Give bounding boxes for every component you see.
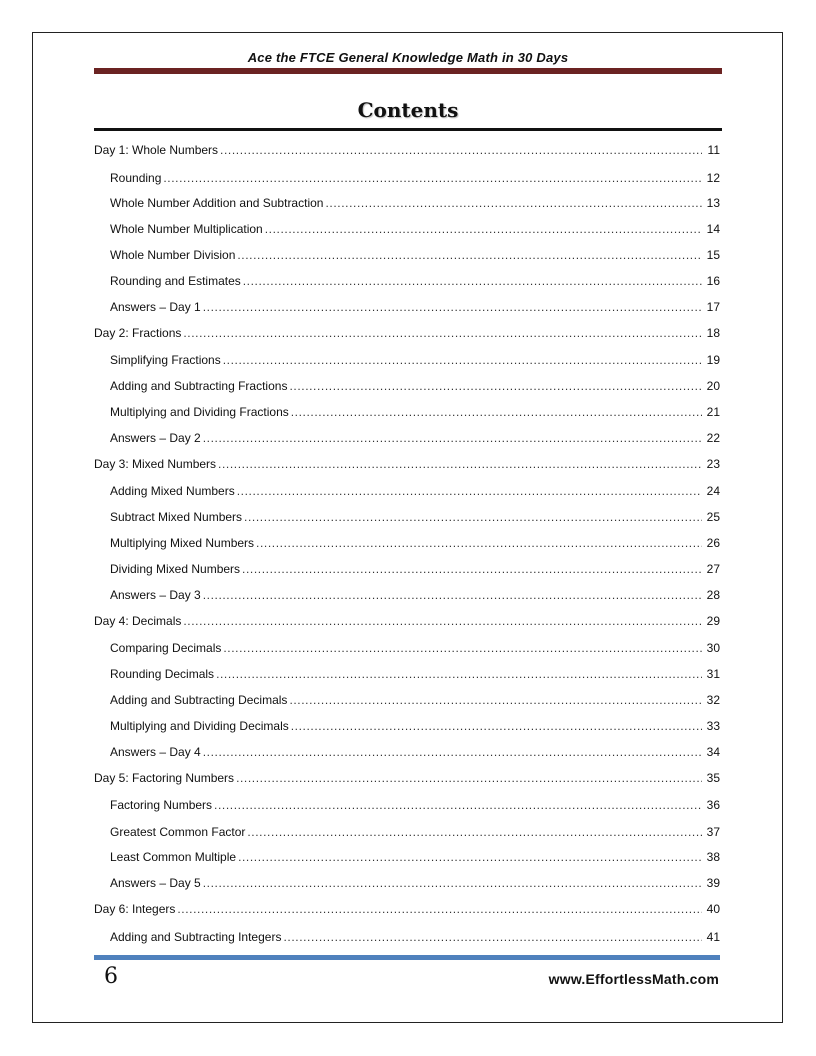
contents-rule: [94, 128, 722, 131]
toc-dot-leader: [243, 273, 702, 289]
toc-entry-label: Multiplying Mixed Numbers: [110, 536, 255, 550]
toc-dot-leader: [203, 587, 702, 603]
toc-dot-leader: [203, 875, 702, 891]
toc-dot-leader: [236, 770, 702, 786]
toc-dot-leader: [242, 561, 702, 577]
toc-chapter-entry[interactable]: [94, 325, 720, 341]
toc-subentry[interactable]: [94, 247, 720, 263]
toc-subentry[interactable]: [94, 221, 720, 237]
toc-dot-leader: [216, 666, 702, 682]
toc-entry-page: 29: [706, 614, 720, 628]
toc-entry-page: 22: [706, 431, 720, 445]
toc-subentry[interactable]: [94, 875, 720, 891]
toc-subentry[interactable]: [94, 535, 720, 551]
toc-entry-label: Greatest Common Factor: [110, 825, 246, 839]
toc-entry-label: Day 2: Fractions: [94, 326, 182, 340]
toc-entry-label: Simplifying Fractions: [110, 353, 221, 367]
toc-entry-label: Adding and Subtracting Decimals: [110, 693, 288, 707]
toc-subentry[interactable]: [94, 692, 720, 708]
page-number: 6: [104, 964, 118, 989]
toc-entry-page: 23: [706, 457, 720, 471]
toc-dot-leader: [291, 718, 702, 734]
toc-entry-page: 41: [706, 930, 720, 944]
toc-entry-label: Multiplying and Dividing Decimals: [110, 719, 289, 733]
toc-entry-page: 17: [706, 300, 720, 314]
toc-entry-label: Comparing Decimals: [110, 641, 222, 655]
toc-dot-leader: [237, 483, 702, 499]
toc-entry-page: 28: [706, 588, 720, 602]
toc-entry-label: Whole Number Addition and Subtraction: [110, 196, 324, 210]
toc-subentry[interactable]: [94, 404, 720, 420]
toc-subentry[interactable]: [94, 299, 720, 315]
toc-chapter-entry[interactable]: [94, 142, 720, 158]
toc-entry-page: 16: [706, 274, 720, 288]
toc-subentry[interactable]: [94, 718, 720, 734]
toc-entry-label: Whole Number Division: [110, 248, 236, 262]
toc-subentry[interactable]: [94, 666, 720, 682]
toc-entry-page: 14: [706, 222, 720, 236]
toc-entry-label: Factoring Numbers: [110, 798, 213, 812]
toc-entry-page: 32: [706, 693, 720, 707]
toc-subentry[interactable]: [94, 587, 720, 603]
footer-rule: [94, 955, 720, 960]
toc-entry-page: 31: [706, 667, 720, 681]
toc-subentry[interactable]: [94, 640, 720, 656]
contents-heading: Contents: [357, 98, 459, 122]
toc-dot-leader: [183, 613, 702, 629]
toc-entry-page: 40: [706, 902, 720, 916]
toc-entry-label: Day 3: Mixed Numbers: [94, 457, 217, 471]
toc-dot-leader: [291, 404, 702, 420]
toc-entry-label: Answers – Day 1: [110, 300, 201, 314]
toc-subentry[interactable]: [94, 430, 720, 446]
toc-subentry[interactable]: [94, 483, 720, 499]
toc-subentry[interactable]: [94, 509, 720, 525]
toc-entry-page: 36: [706, 798, 720, 812]
toc-entry-label: Rounding Decimals: [110, 667, 215, 681]
toc-subentry[interactable]: [94, 824, 720, 840]
toc-chapter-entry[interactable]: [94, 770, 720, 786]
toc-dot-leader: [203, 430, 702, 446]
toc-subentry[interactable]: [94, 849, 720, 865]
toc-dot-leader: [289, 692, 702, 708]
toc-entry-label: Day 6: Integers: [94, 902, 176, 916]
toc-chapter-entry[interactable]: [94, 456, 720, 472]
toc-dot-leader: [244, 509, 702, 525]
toc-entry-label: Adding and Subtracting Integers: [110, 930, 282, 944]
toc-entry-label: Answers – Day 4: [110, 745, 201, 759]
toc-dot-leader: [183, 325, 702, 341]
toc-entry-label: Rounding and Estimates: [110, 274, 241, 288]
toc-dot-leader: [203, 744, 702, 760]
toc-entry-label: Answers – Day 3: [110, 588, 201, 602]
toc-dot-leader: [325, 195, 702, 211]
toc-dot-leader: [163, 170, 702, 186]
toc-chapter-entry[interactable]: [94, 613, 720, 629]
header-rule: [94, 68, 722, 74]
toc-entry-page: 20: [706, 379, 720, 393]
toc-entry-label: Day 1: Whole Numbers: [94, 143, 219, 157]
toc-subentry[interactable]: [94, 561, 720, 577]
toc-entry-page: 13: [706, 196, 720, 210]
toc-entry-label: Answers – Day 5: [110, 876, 201, 890]
toc-dot-leader: [289, 378, 702, 394]
toc-entry-label: Answers – Day 2: [110, 431, 201, 445]
toc-dot-leader: [238, 849, 702, 865]
toc-entry-page: 11: [707, 143, 720, 157]
toc-entry-page: 30: [706, 641, 720, 655]
toc-subentry[interactable]: [94, 744, 720, 760]
toc-dot-leader: [283, 929, 702, 945]
toc-entry-page: 35: [706, 771, 720, 785]
toc-entry-label: Adding and Subtracting Fractions: [110, 379, 288, 393]
toc-entry-label: Day 5: Factoring Numbers: [94, 771, 235, 785]
toc-subentry[interactable]: [94, 170, 720, 186]
toc-entry-page: 25: [706, 510, 720, 524]
toc-subentry[interactable]: [94, 378, 720, 394]
running-header-title: Ace the FTCE General Knowledge Math in 30 Days: [247, 50, 569, 65]
toc-dot-leader: [247, 824, 702, 840]
toc-entry-label: Adding Mixed Numbers: [110, 484, 235, 498]
toc-entry-page: 37: [706, 825, 720, 839]
toc-entry-page: 24: [706, 484, 720, 498]
toc-entry-page: 15: [706, 248, 720, 262]
toc-subentry[interactable]: [94, 195, 720, 211]
toc-dot-leader: [256, 535, 702, 551]
toc-subentry[interactable]: [94, 929, 720, 945]
toc-dot-leader: [265, 221, 702, 237]
toc-dot-leader: [223, 352, 702, 368]
toc-entry-page: 21: [706, 405, 720, 419]
toc-entry-page: 39: [706, 876, 720, 890]
toc-dot-leader: [203, 299, 702, 315]
toc-entry-page: 38: [706, 850, 720, 864]
toc-entry-label: Day 4: Decimals: [94, 614, 182, 628]
toc-entry-page: 26: [706, 536, 720, 550]
toc-entry-label: Multiplying and Dividing Fractions: [110, 405, 289, 419]
website-url: www.EffortlessMath.com: [548, 971, 719, 987]
toc-dot-leader: [177, 901, 702, 917]
toc-dot-leader: [220, 142, 702, 158]
toc-entry-page: 12: [706, 171, 720, 185]
toc-dot-leader: [237, 247, 702, 263]
toc-entry-page: 19: [706, 353, 720, 367]
toc-entry-label: Least Common Multiple: [110, 850, 237, 864]
toc-subentry[interactable]: [94, 273, 720, 289]
toc-entry-page: 18: [706, 326, 720, 340]
toc-entry-page: 34: [706, 745, 720, 759]
toc-entry-page: 33: [706, 719, 720, 733]
toc-subentry[interactable]: [94, 797, 720, 813]
toc-entry-label: Rounding: [110, 171, 162, 185]
toc-dot-leader: [223, 640, 702, 656]
toc-chapter-entry[interactable]: [94, 901, 720, 917]
toc-entry-label: Whole Number Multiplication: [110, 222, 263, 236]
toc-entry-label: Dividing Mixed Numbers: [110, 562, 241, 576]
toc-dot-leader: [214, 797, 702, 813]
toc-dot-leader: [218, 456, 702, 472]
toc-entry-page: 27: [706, 562, 720, 576]
toc-subentry[interactable]: [94, 352, 720, 368]
toc-entry-label: Subtract Mixed Numbers: [110, 510, 243, 524]
